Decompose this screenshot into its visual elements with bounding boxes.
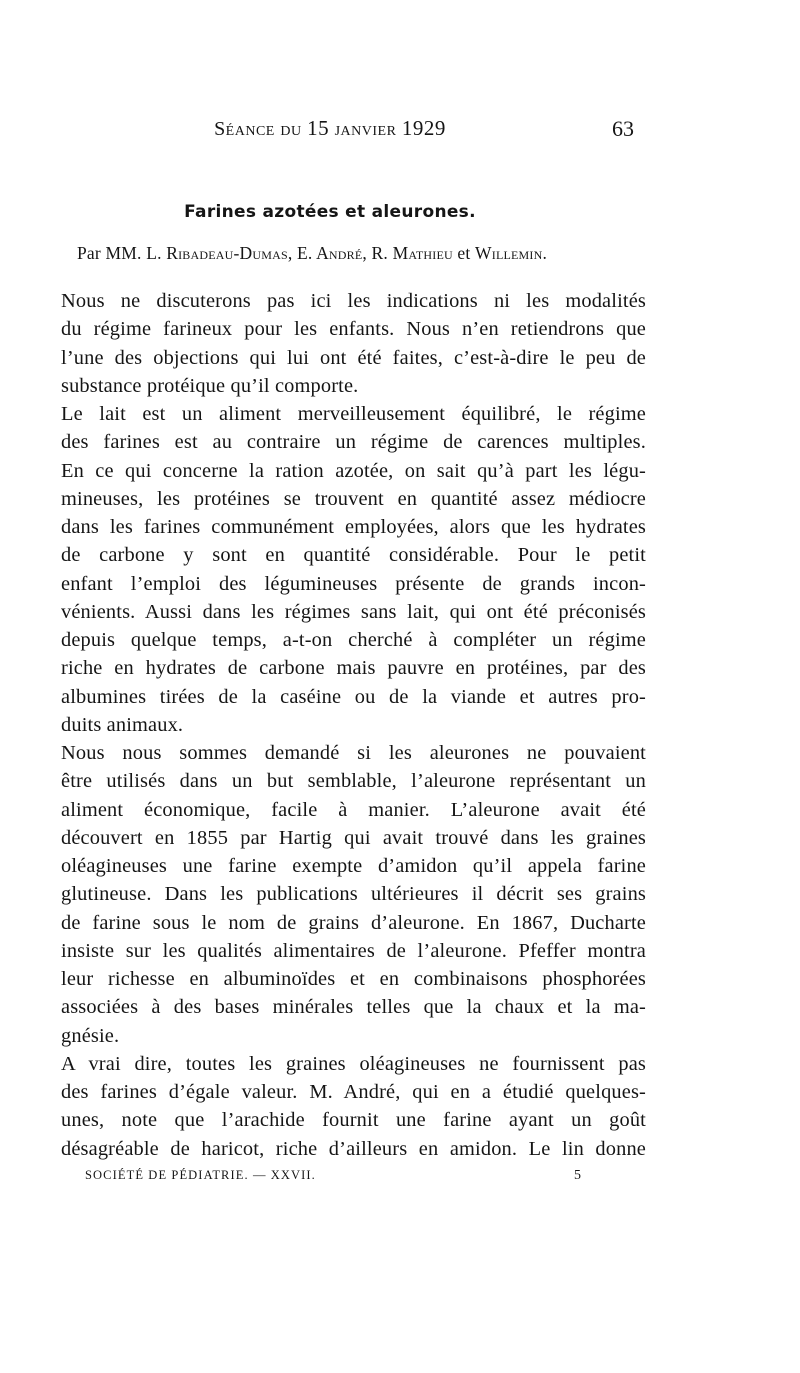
text-line: oléagineuses une farine exempte d’amidon qu’il appela farine	[61, 855, 646, 877]
article-body	[61, 287, 646, 1163]
author-andre: E. André	[297, 243, 363, 263]
text-line: vénients. Aussi dans les régimes sans lait, qui ont été préconisés	[61, 600, 646, 623]
text-line: de farine sous le nom de grains d’aleurone. En 1867, Ducharte	[61, 911, 646, 934]
text-line: du régime farineux pour les enfants. Nous n’en retiendrons que	[61, 318, 646, 341]
authors-suffix: .	[542, 243, 548, 263]
paragraph-2	[61, 400, 646, 739]
text-line: depuis quelque temps, a-t-on cherché à compléter un régime	[61, 629, 646, 651]
text-line: Le lait est un aliment merveilleusement équilibré, le régime	[61, 403, 646, 425]
text-line: dans les farines communément employées, alors que les hydrates	[61, 516, 646, 538]
paragraph-1	[61, 287, 646, 400]
running-title-year: 1929	[401, 116, 446, 140]
text-line: des farines est au contraire un régime de carences multiples.	[61, 431, 646, 454]
authors-conjunction: et	[452, 243, 476, 263]
paragraph-4	[61, 1050, 646, 1163]
article-authors: Par MM. L. Ribadeau-Dumas, E. André, R. Mathieu et Willemin.	[77, 243, 548, 263]
running-head	[0, 116, 800, 146]
text-line: l’une des objections qui lui ont été faites, c’est-à-dire le peu de	[61, 346, 646, 369]
text-line: gnésie.	[61, 1024, 120, 1047]
text-line: glutineuse. Dans les publications ultérieures il décrit ses grains	[61, 883, 646, 906]
running-title-day: 15	[307, 116, 330, 140]
running-title-month: janvier	[329, 118, 402, 140]
text-line: leur richesse en albuminoïdes et en combinaisons phosphorées	[61, 968, 646, 990]
article-title: Farines azotées et aleurones.	[184, 202, 476, 222]
footer-signature-mark: 5	[574, 1168, 581, 1183]
text-line: albumines tirées de la caséine ou de la viande et autres pro-	[61, 685, 646, 708]
author-ribadeau-dumas: L. Ribadeau-Dumas	[146, 243, 288, 263]
text-line: Nous ne discuterons pas ici les indications ni les modalités	[61, 290, 646, 312]
text-line: désagréable de haricot, riche d’ailleurs en amidon. Le lin donne	[61, 1137, 646, 1160]
text-line: insiste sur les qualités alimentaires de l’aleurone. Pfeffer montra	[61, 939, 646, 962]
text-line: aliment économique, facile à manier. L’aleurone avait été	[61, 798, 646, 821]
text-line: mineuses, les protéines se trouvent en quantité assez médiocre	[61, 487, 646, 510]
text-line: associées à des bases minérales telles que la chaux et la ma-	[61, 996, 646, 1019]
page-number: 63	[612, 116, 634, 141]
text-line: Nous nous sommes demandé si les aleurones ne pouvaient	[61, 742, 646, 764]
running-title	[0, 116, 660, 141]
text-line: découvert en 1855 par Hartig qui avait trouvé dans les graines	[61, 826, 646, 849]
text-line: duits animaux.	[61, 713, 184, 736]
author-mathieu: R. Mathieu	[371, 243, 453, 263]
text-line: enfant l’emploi des légumineuses présente de grands incon-	[61, 572, 646, 595]
paragraph-3	[61, 739, 646, 1050]
text-line: A vrai dire, toutes les graines oléagineuses ne fournissent pas	[61, 1052, 646, 1075]
author-willemin: Willemin	[475, 243, 543, 263]
text-line: substance protéique qu’il comporte.	[61, 374, 359, 397]
text-line: de carbone y sont en quantité considérable. Pour le petit	[61, 544, 646, 567]
text-line: riche en hydrates de carbone mais pauvre en protéines, par des	[61, 657, 646, 680]
running-title-session: Séance du	[214, 118, 308, 140]
text-line: des farines d’égale valeur. M. André, qui en a étudié quelques-	[61, 1081, 646, 1103]
authors-prefix: Par MM.	[77, 243, 147, 263]
text-line: être utilisés dans un but semblable, l’aleurone représentant un	[61, 770, 646, 793]
text-line: unes, note que l’arachide fournit une farine ayant un goût	[61, 1109, 646, 1132]
footer-journal: SOCIÉTÉ DE PÉDIATRIE. — XXVII.	[85, 1168, 316, 1182]
page-footer	[0, 1168, 800, 1188]
text-line: En ce qui concerne la ration azotée, on sait qu’à part les légu-	[61, 459, 646, 482]
